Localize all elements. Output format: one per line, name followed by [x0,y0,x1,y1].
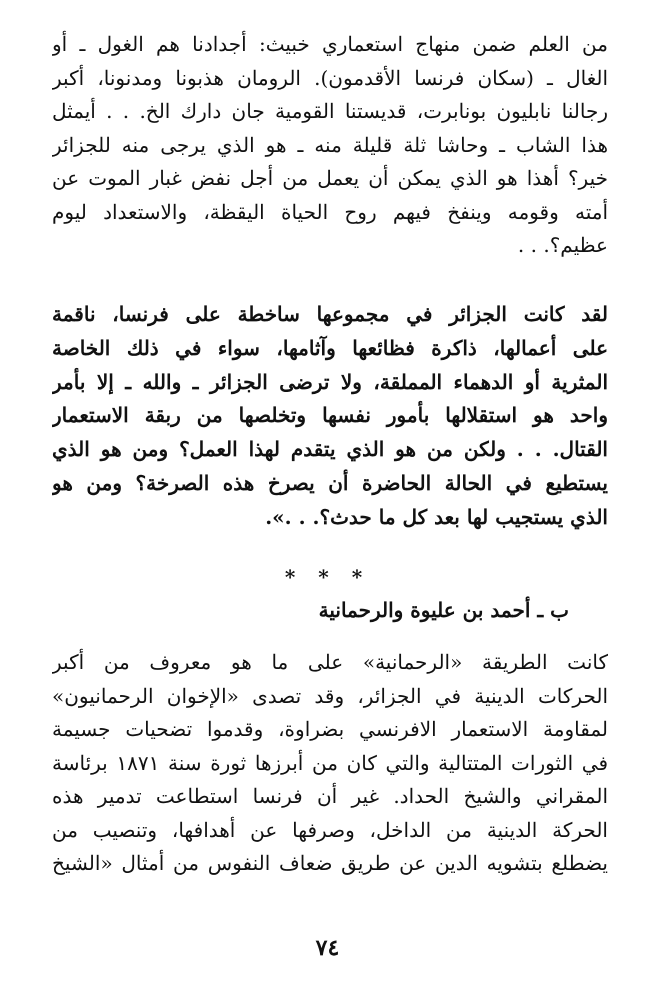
text-line: المقراني والشيخ الحداد. غير أن فرنسا استطاعت تدمير هذه [52,784,608,808]
section-separator: * * * [284,565,371,589]
paragraph-1 [52,28,608,263]
text-line: واحد هو استقلالها بأمور نفسها وتخلصها من ربقة الاستعمار [52,403,608,428]
text-line: أمته وقومه وينفخ فيهم روح الحياة اليقظة، والاستعداد ليوم [52,199,608,224]
text-line: عظيم؟. . . [517,233,608,257]
text-line: القتال. . . ولكن من هو الذي يتقدم لهذا العمل؟ ومن هو الذي [52,437,608,462]
text-line: الحركات الدينية في الجزائر، وقد تصدى «الإخوان الرحمانيون» [52,683,608,708]
text-line: يستطيع في الحالة الحاضرة أن يصرخ هذه الصرخة؟ ومن هو [52,470,608,495]
text-line: كانت الطريقة «الرحمانية» على ما هو معروف من أكبر [52,650,608,674]
text-line: هذا الشاب ـ وحاشا ثلة قليلة منه ـ هو الذي يرجى منه للجزائر [52,132,608,157]
page-number: ٧٤ [315,935,340,961]
text-line: رجالنا نابليون بونابرت، قديستنا القومية جان دارك الخ. . . أيمثل [52,99,608,123]
section-heading: ب ـ أحمد بن عليوة والرحمانية [318,598,569,622]
text-line: على أعمالها، ذاكرة فظائعها وآثامها، سواء في ذلك الخاصة [52,335,608,360]
text-line: المثرية أو الدهماء المملقة، ولا ترضى الجزائر ـ والله ـ إلا بأمر [52,369,608,394]
text-line: يضطلع بتشويه الدين عن طريق ضعاف النفوس من أمثال «الشيخ [52,851,608,875]
text-line: الحركة الدينية من الداخل، وصرفها عن أهدافها، وتنصيب من [52,817,608,842]
text-line: لقد كانت الجزائر في مجموعها ساخطة على فرنسا، ناقمة [52,302,608,326]
paragraph-3 [52,646,608,881]
text-line: في الثورات المتتالية والتي كان من أبرزها ثورة سنة ١٨٧١ برئاسة [52,750,608,775]
text-line: الغال ـ (سكان فرنسا الأقدمون). الرومان هذبونا ومدنونا، أكبر [52,65,608,90]
text-line: خير؟ أهذا هو الذي يمكن أن يعمل من أجل نفض غبار الموت عن [52,166,608,190]
text-line: من العلم ضمن منهاج استعماري خبيث: أجدادنا هم الغول ـ أو [52,32,608,56]
text-line: الذي يستجيب لها بعد كل ما حدث؟. . .». [265,504,608,529]
text-line: لمقاومة الاستعمار الافرنسي بضراوة، وقدموا تضحيات جسيمة [52,717,608,741]
paragraph-2-quote [52,298,608,535]
